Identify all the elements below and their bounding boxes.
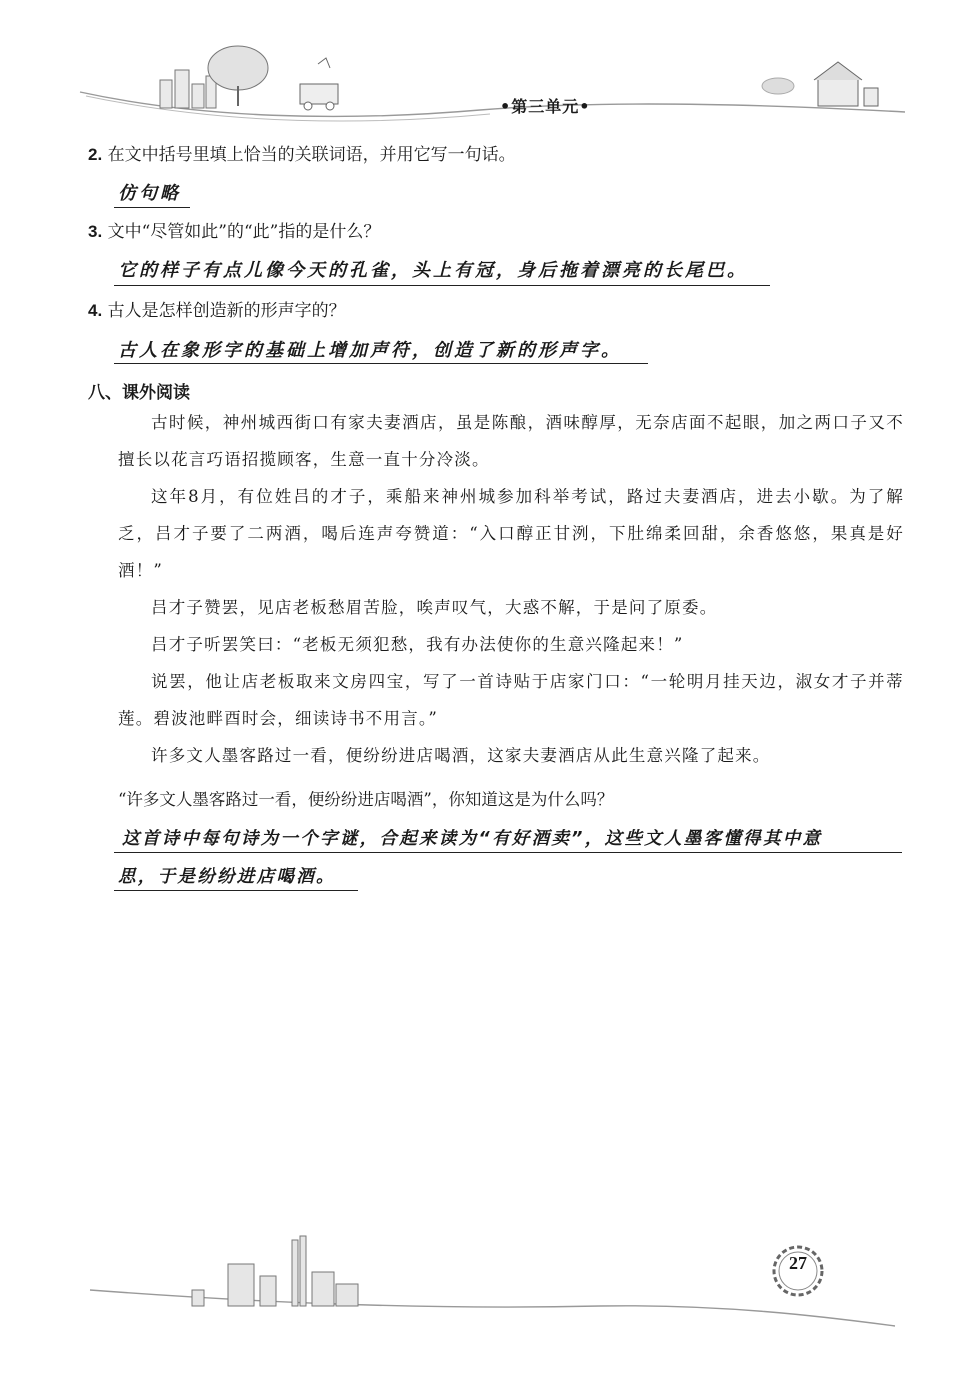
question-3 [88, 219, 380, 245]
section-title: 八、课外阅读 [88, 383, 190, 403]
reading-passage [118, 404, 904, 774]
answer-underline [114, 852, 902, 853]
passage-paragraph: 说罢，他让店老板取来文房四宝，写了一首诗贴于店家门口：“一轮明月挂天边，淑女才子并蒂莲。碧波池畔酉时会，细读诗书不用言。” [118, 672, 904, 728]
cloud-icon [762, 78, 794, 94]
question-number: 2. [88, 145, 103, 164]
tree-icon [208, 46, 268, 106]
question-number: 4. [88, 301, 103, 320]
answer-4: 古人在象形字的基础上增加声符，创造了新的形声字。 [118, 340, 622, 361]
page-number: 27 [789, 1253, 807, 1273]
passage-paragraph: 这年8月，有位姓吕的才子，乘船来神州城参加科举考试，路过夫妻酒店，进去小歇。为了解乏，吕才子要了二两酒，喝后连声夸赞道：“入口醇正甘洌，下肚绵柔回甜，余香悠悠，果真是好酒！” [118, 487, 904, 580]
passage-paragraph: 古时候，神州城西街口有家夫妻酒店，虽是陈酿，酒味醇厚，无奈店面不起眼，加之两口子又不擅长以花言巧语招揽顾客，生意一直十分冷淡。 [118, 413, 904, 469]
passage-paragraph: 吕才子听罢笑曰：“老板无须犯愁，我有办法使你的生意兴隆起来！” [151, 635, 684, 654]
answer-underline [114, 285, 770, 286]
city-skyline-icon [160, 70, 216, 108]
answer-underline [114, 207, 190, 208]
question-text: 文中“尽管如此”的“此”指的是什么？ [107, 222, 381, 242]
answer-underline [114, 363, 648, 364]
truck-icon [300, 58, 338, 110]
question-number: 3. [88, 222, 103, 241]
passage-paragraph: 许多文人墨客路过一看，便纷纷进店喝酒，这家夫妻酒店从此生意兴隆了起来。 [151, 746, 771, 765]
question-text: 古人是怎样创造新的形声字的？ [107, 301, 346, 321]
question-2 [88, 142, 516, 168]
question-4 [88, 298, 346, 324]
reading-question: “许多文人墨客路过一看，便纷纷进店喝酒”，你知道这是为什么吗？ [118, 790, 614, 809]
answer-3: 它的样子有点儿像今天的孔雀，头上有冠，身后拖着漂亮的长尾巴。 [118, 260, 748, 281]
unit-title: •第三单元• [500, 97, 591, 116]
reading-answer-line-2: 思，于是纷纷进店喝酒。 [118, 867, 336, 887]
city-skyline-icon [192, 1236, 358, 1306]
answer-underline [114, 890, 358, 891]
reading-answer-line-1: 这首诗中每句诗为一个字谜，合起来读为“有好酒卖”，这些文人墨客懂得其中意 [122, 829, 823, 849]
question-text: 在文中括号里填上恰当的关联词语，并用它写一句话。 [107, 145, 516, 165]
passage-paragraph: 吕才子赞罢，见店老板愁眉苦脸，唉声叹气，大惑不解，于是问了原委。 [151, 598, 718, 617]
header-decoration [0, 0, 979, 140]
answer-2: 仿句略 [118, 183, 181, 204]
footer-decoration [0, 1220, 979, 1374]
house-icon [814, 62, 878, 106]
